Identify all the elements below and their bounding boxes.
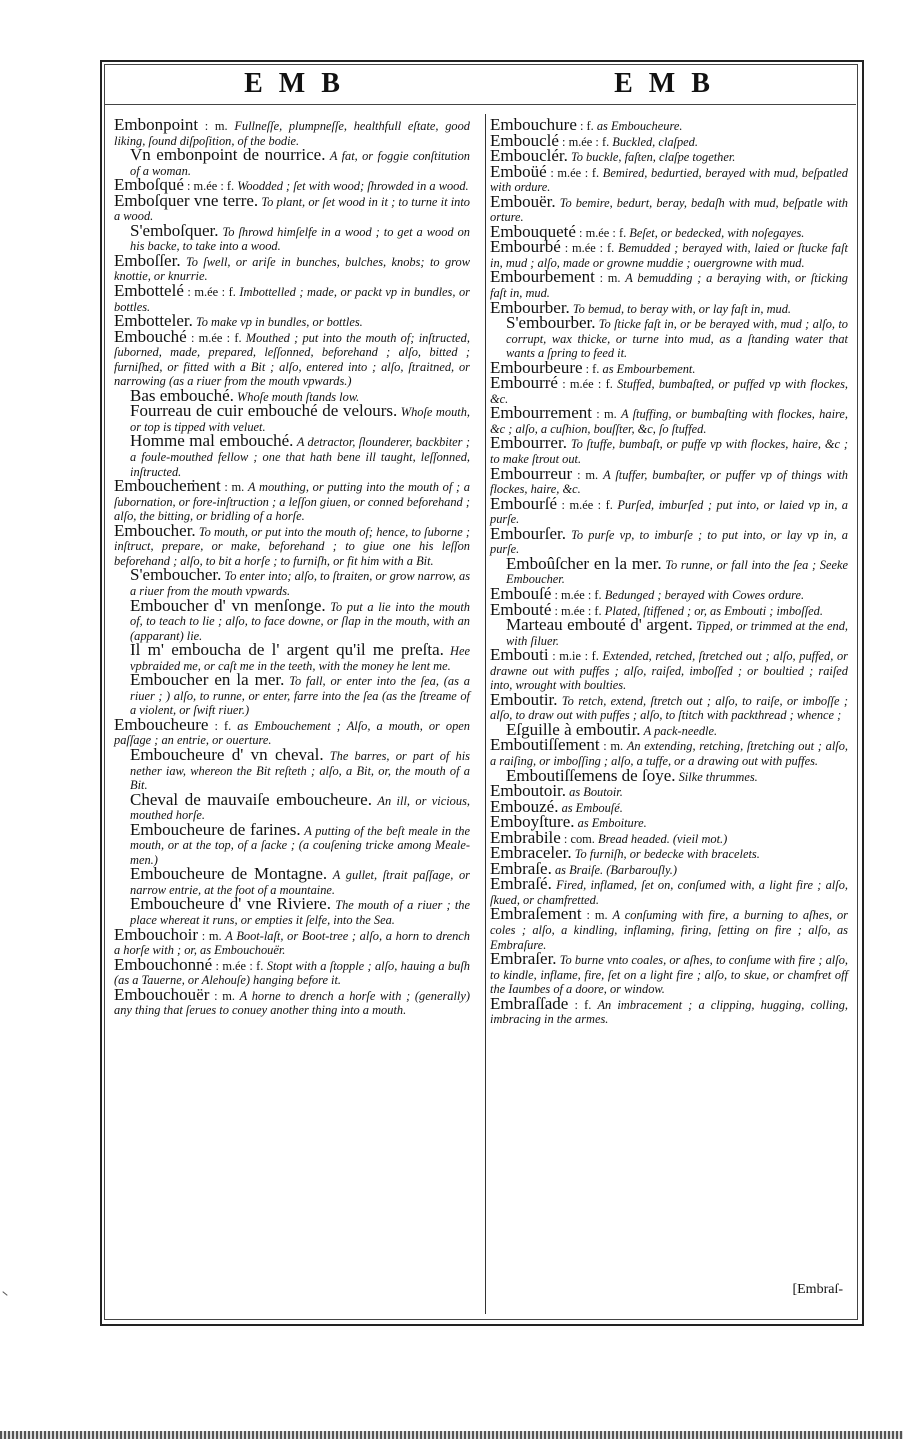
dictionary-entry: [490, 615, 848, 648]
catchword: [Embraſ-: [792, 1282, 843, 1297]
headword: Emboûſcher en la mer.: [506, 553, 662, 573]
headword: Fourreau de cuir embouché de velours.: [130, 401, 398, 421]
definition: as Embouſé.: [561, 800, 623, 815]
dictionary-entry: [114, 401, 471, 434]
definition: Purſed, imburſed ; put into, or laied vp in, a purſe.: [490, 497, 848, 527]
headword: Embouté: [490, 599, 552, 619]
grammar-note: : m.ée : f.: [562, 134, 610, 149]
headword: Embraſé.: [490, 874, 552, 894]
headword: S'embourber.: [506, 313, 596, 333]
definition: as Braiſe. (Barbarouſly.): [554, 862, 678, 877]
definition: as Boutoir.: [569, 785, 623, 800]
headword: Emboucheure: [114, 714, 209, 734]
dictionary-entry: [490, 433, 848, 467]
headword: Embottelé: [114, 281, 184, 301]
headword: Embourrer.: [490, 433, 567, 453]
dictionary-entry: [114, 190, 470, 224]
headword: Embouché: [114, 326, 187, 346]
headword: Marteau embouté d' argent.: [506, 615, 693, 635]
headword: Embourbé: [490, 237, 561, 257]
dictionary-entry: [490, 523, 848, 557]
definition: A fat, or foggie conſtitution of a woman.: [130, 149, 470, 178]
headword: Emboſſer.: [114, 250, 181, 270]
grammar-note: : m.: [586, 908, 608, 923]
column-divider: [485, 114, 486, 1314]
dictionary-entry: [114, 819, 470, 868]
headword: Embouzé.: [490, 796, 559, 816]
headword: Emboucher en la mer.: [130, 670, 285, 690]
dictionary-entry: [114, 640, 470, 673]
dictionary-entry: [490, 237, 848, 270]
dictionary-entry: [114, 789, 470, 823]
definition: Mouthed ; put into the mouth of; inſtructed, ſuborned, made, prepared, leſſonned, beforehand ; alſo, bitted ; furniſhed, or fitted with a Bit ; alſo, entered into ; alſo, ſtraitned, or narrowing (as a riuer from the mouth vpwards.): [114, 330, 470, 389]
definition: To ſtuffe, bumbaſt, or puffe vp with flockes, haire, &c ; to make ſtrout out.: [490, 437, 848, 467]
grammar-note: : com.: [563, 831, 595, 846]
dictionary-entry: [114, 326, 470, 389]
definition: To burne vnto coales, or aſhes, to conſume with fire ; alſo, to kindle, inflame, fire, ſet on a light fire ; alſo, to skue, or chamfret off the Iaumbes of a doore, or window.: [490, 953, 848, 997]
definition: A detractor, ſlounderer, backbiter ; a foule-mouthed fellow ; one that hath bene ill taught, leſſonned, inſtructed.: [130, 435, 470, 479]
definition: as Embouchement ; Alſo, a mouth, or open paſſage ; an entrie, or ouerture.: [114, 718, 471, 748]
headword: Embouchoir: [114, 924, 199, 944]
definition: A Boot-laſt, or Boot-tree ; alſo, a horn to drench a horſe with ; or, as Embouchouër.: [114, 928, 470, 958]
definition: To make vp in bundles, or bottles.: [195, 315, 363, 330]
definition: To enter into; alſo, to ſtraiten, or grow narrow, as a riuer from the mouth vpwards.: [130, 569, 471, 598]
dictionary-entry: [114, 894, 470, 927]
dictionary-entry: [114, 250, 470, 284]
definition: Whoſe mouth, or top is tipped with veluet.: [130, 405, 471, 434]
definition: Imbottelled ; made, or packt vp in bundles, or bottles.: [114, 285, 471, 314]
headword: Emboucheure d' vne Riviere.: [130, 894, 331, 914]
headword: Embourbement: [490, 267, 595, 287]
headword: Embrabile: [490, 827, 561, 847]
dictionary-entry: [114, 431, 470, 479]
definition: Bread headed. (vieil mot.): [598, 831, 728, 846]
definition: To runne, or fall into the ſea ; Seeke Emboucher.: [506, 557, 848, 587]
definition: An extending, retching, ſtretching out ; alſo, a raiſing, or imboſſing ; alſo, a tuffe, or a drawing out with puffes.: [490, 739, 848, 768]
definition: Plated, ſtiffened ; or, as Embouti ; imboſſed.: [604, 603, 823, 618]
headword: Bas embouché.: [130, 385, 234, 405]
grammar-note: : m.ie : f.: [552, 649, 599, 664]
headword: Embourbeure: [490, 357, 583, 377]
grammar-note: : m.: [596, 407, 617, 422]
definition: To ſticke faſt in, or be berayed with, mud ; alſo, to corrupt, wax thicke, or turne into mud, as a ſtanding water that wants a ſpring to feed it.: [506, 317, 848, 361]
dictionary-entry: [490, 645, 848, 693]
dictionary-entry: [114, 670, 470, 718]
grammar-note: : m.: [201, 928, 222, 943]
headword: Emboutir.: [490, 689, 558, 709]
headword: Emboucheṁent: [114, 476, 221, 496]
definition: The barres, or part of his nether iaw, whereon the Bit reſteth ; alſo, a Bit, or, the mouth of a Bit.: [130, 748, 471, 793]
definition: To purſe vp, to imburſe ; to put into, or lay vp in, a purſe.: [490, 527, 848, 557]
headword: Embouti: [490, 645, 549, 665]
dictionary-entry: [114, 281, 471, 314]
headword: Embouclé: [490, 130, 559, 150]
definition: A gullet, ſtrait paſſage, or narrow entrie, at the foot of a mountaine.: [130, 868, 470, 897]
headword: Embouqueté: [490, 221, 576, 241]
definition: To plant, or ſet wood in it ; to turne it into a wood.: [114, 194, 470, 224]
headword: Embouſé: [490, 583, 552, 603]
headword: Il m' emboucha de l' argent qu'il me preſta.: [130, 640, 444, 660]
dictionary-entry: [114, 595, 470, 644]
definition: Fired, inflamed, ſet on, conſumed with, a light fire ; alſo, ſkued, or chamfretted.: [490, 878, 848, 907]
headword: Emboyſture.: [490, 812, 575, 832]
headword: S'emboſquer.: [130, 220, 219, 240]
dictionary-entry: [490, 403, 848, 436]
dictionary-entry: [114, 864, 470, 897]
definition: To put a lie into the mouth of, to teach to lie ; alſo, to face downe, or ſlap in the mouth, with an (apparant) lie.: [130, 599, 470, 643]
headword: Embraceler.: [490, 843, 572, 863]
definition: Tipped, or trimmed at the end, with ſiluer.: [506, 619, 848, 648]
grammar-note: : m.: [214, 988, 235, 1003]
grammar-note: : m.ée : f.: [187, 285, 236, 300]
definition: To bemire, bedurt, beray, bedaſh with mud, beſpatle with orture.: [490, 195, 848, 225]
definition: A ſtuffing, or bumbaſting with flockes, haire, &c ; alſo, a cuſhion, bouſſter, &c, ſo ſtuffed.: [490, 407, 848, 436]
headword: Embraſe.: [490, 858, 552, 878]
definition: as Embourbement.: [602, 361, 696, 376]
dictionary-entry: [490, 949, 848, 997]
dictionary-entry: [114, 714, 471, 748]
grammar-note: : m.: [599, 271, 621, 286]
headword: Embourſer.: [490, 523, 567, 543]
right-column: [490, 115, 848, 1027]
headword: Emboutiſſement: [490, 735, 600, 755]
definition: To ſhrowd himſelfe in a wood ; to get a wood on his backe, to take into a wood.: [130, 224, 470, 254]
grammar-note: : m.ée : f.: [554, 587, 602, 602]
dictionary-entry: [114, 565, 471, 598]
grammar-note: : f.: [574, 997, 592, 1012]
grammar-note: : f.: [214, 718, 232, 733]
definition: To bemud, to beray with, or lay faſt in, mud.: [572, 301, 792, 316]
dictionary-entry: [114, 984, 470, 1018]
definition: Extended, retched, ſtretched out ; alſo, puffed, or drawne out with puffes ; alſo, raiſed, imboſſed ; or boultied ; raiſed into, wrought with boulties.: [490, 649, 848, 693]
headword: Embouchonné: [114, 954, 213, 974]
definition: An imbracement ; a clipping, hugging, colling, imbracing in the armes.: [490, 997, 848, 1027]
definition: To ſwell, or ariſe in bunches, bulches, knobs; to grow knottie, or knurrie.: [114, 254, 470, 284]
definition: A ſtuffer, bumbaſter, or puffer vp of things with flockes, haire, &c.: [490, 467, 848, 497]
headword: Eſguille à emboutir.: [506, 719, 641, 739]
headword: Cheval de mauvaiſe emboucheure.: [130, 789, 372, 809]
definition: A mouthing, or putting into the mouth of ; a ſubornation, or fore-inſtruction ; a leſſon giuen, or conned beforehand ; alſo, the bitting, or bridling of a horſe.: [114, 480, 470, 524]
definition: Stuffed, bumbaſted, or puffed vp with flockes, &c.: [490, 377, 848, 406]
grammar-note: : m.ée : f.: [579, 225, 627, 240]
definition: as Emboucheure.: [596, 119, 683, 133]
definition: An ill, or vicious, mouthed horſe.: [130, 793, 470, 823]
headword: Embouchure: [490, 115, 577, 134]
definition: To mouth, or put into the mouth of; hence, to ſuborne ; inſtruct, prepare, or make, beforehand ; to giue one his leſſon beforehand ; alſo, to bit a horſe ; to furniſh, or fit him with a Bit.: [114, 524, 470, 568]
headword: Emboutiſſemens de ſoye.: [506, 765, 676, 785]
headword: Vn embonpoint de nourrice.: [130, 145, 326, 165]
definition: Fullneſſe, plumpneſſe, healthfull eſtate, good liking, ſound diſpoſition, of the bodie.: [114, 119, 470, 148]
headword: Emboucher.: [114, 520, 196, 540]
grammar-note: : m.: [204, 119, 228, 133]
grammar-note: : m.: [224, 480, 245, 495]
grammar-note: : f.: [585, 361, 600, 376]
grammar-note: : m.ée : f.: [187, 179, 235, 194]
headword: Embourré: [490, 373, 558, 393]
scan-edge: [0, 1431, 903, 1439]
headword: Embotteler.: [114, 311, 193, 331]
dictionary-entry: [490, 313, 848, 361]
headword: Emboucher d' vn menſonge.: [130, 595, 326, 615]
dictionary-entry: [114, 744, 471, 793]
definition: Woodded ; ſet with wood; ſhrowded in a wood.: [237, 179, 469, 194]
definition: Bemudded ; berayed with, laied or ſtucke faſt in, mud ; alſo, made or growne muddie ; ouergrowne with mud.: [490, 241, 848, 270]
headword: Embourber.: [490, 297, 570, 317]
dictionary-entry: [490, 904, 848, 952]
definition: as Emboiture.: [577, 816, 647, 831]
definition: Hee vpbraided me, or caſt me in the teeth, with the money he lent me.: [130, 644, 470, 673]
left-column: [114, 115, 471, 1018]
dictionary-entry: [490, 373, 848, 406]
definition: Bemired, bedurtied, berayed with mud, beſpatled with ordure.: [490, 165, 848, 195]
headword: Emboucheure d' vn cheval.: [130, 744, 324, 764]
grammar-note: : m.: [603, 739, 624, 754]
definition: A horne to drench a horſe with ; (generally) any thing that ſerues to conuey another thing into a mouth.: [114, 988, 470, 1018]
grammar-note: : m.ée : f.: [190, 330, 242, 345]
grammar-note: : f.: [579, 119, 594, 133]
margin-mark: [2, 1291, 7, 1296]
dictionary-entry: [490, 689, 848, 723]
dictionary-entry: [490, 161, 848, 195]
headword: Embouchouër: [114, 984, 210, 1004]
definition: A conſuming with fire, a burning to aſhes, or coles ; alſo, a kindling, inflaming, firing, ſetting on fire ; alſo, as Embraſure.: [490, 908, 848, 952]
headword: Embourſé: [490, 493, 558, 513]
definition: Stopt with a ſtopple ; alſo, hauing a buſh (as a Tauerne, or Alehouſe) hanging before it.: [114, 958, 470, 988]
headword: Embraſſade: [490, 993, 569, 1013]
definition: Bedunged ; berayed with Cowes ordure.: [604, 587, 805, 602]
grammar-note: : m.: [577, 467, 599, 482]
running-head-left: EMB: [244, 68, 356, 99]
dictionary-entry: [490, 191, 848, 225]
definition: To retch, extend, ſtretch out ; alſo, to raiſe, or imboſſe ; alſo, to draw out with puffes ; alſo, to ſtitch with packthread ; whence ;: [490, 693, 848, 723]
headword: Embourrement: [490, 403, 592, 423]
definition: A pack-needle.: [643, 723, 718, 738]
running-head-right: EMB: [614, 68, 726, 99]
grammar-note: : m.ée : f.: [215, 958, 264, 973]
headword: Emboüé: [490, 161, 547, 181]
definition: To furniſh, or bedecke with bracelets.: [574, 847, 760, 862]
dictionary-entry: [114, 220, 470, 254]
definition: A putting of the beſt meale in the mouth, or at the top, of a ſacke ; (a couſening tricke among Meale-men.): [130, 823, 470, 867]
grammar-note: : m.ée : f.: [564, 241, 615, 256]
grammar-note: : m.ée : f.: [554, 603, 602, 618]
dictionary-entry: [490, 463, 848, 497]
dictionary-entry: [490, 993, 848, 1027]
headword: Embourreur: [490, 463, 573, 483]
headword: Emboucheure de farines.: [130, 819, 301, 839]
definition: Beſet, or bedecked, with noſegayes.: [629, 225, 805, 240]
dictionary-entry: [114, 145, 470, 178]
dictionary-entry: [114, 115, 470, 148]
headword: Embraſer.: [490, 949, 557, 969]
headword: Embouër.: [490, 191, 556, 211]
grammar-note: : m.ée : f.: [550, 165, 600, 180]
header-rule: [104, 104, 856, 105]
dictionary-entry: [114, 924, 470, 958]
dictionary-entry: [114, 954, 470, 988]
dictionary-entry: [490, 493, 848, 527]
dictionary-entry: [114, 520, 470, 569]
headword: Emboutoir.: [490, 781, 567, 801]
dictionary-entry: [114, 476, 470, 524]
definition: To fall, or enter into the ſea, (as a riuer ; ) alſo, to runne, or enter, farre into the ſea (as the ſtreame of a violent, or ſwift riuer.): [130, 674, 470, 718]
headword: Emboucheure de Montagne.: [130, 864, 328, 884]
grammar-note: : m.ée : f.: [561, 497, 613, 512]
definition: To buckle, faſten, claſpe together.: [571, 150, 736, 165]
grammar-note: : m.ée : f.: [562, 377, 613, 392]
definition: Buckled, claſped.: [612, 134, 698, 149]
headword: Emboſqué: [114, 175, 184, 195]
definition: Whoſe mouth ſtands low.: [236, 389, 360, 404]
dictionary-entry: [490, 874, 848, 907]
headword: S'emboucher.: [130, 565, 222, 585]
headword: Embouclér.: [490, 146, 568, 166]
headword: Emboſquer vne terre.: [114, 190, 259, 210]
definition: Silke thrummes.: [678, 769, 758, 784]
dictionary-entry: [490, 735, 848, 768]
headword: Embonpoint: [114, 115, 199, 134]
dictionary-entry: [490, 553, 848, 587]
definition: The mouth of a riuer ; the place whereat it runs, or empties it ſelfe, into the Sea.: [130, 898, 470, 927]
headword: Homme mal embouché.: [130, 431, 294, 451]
definition: A bemudding ; a beraying with, or ſticking faſt in, mud.: [490, 271, 848, 301]
dictionary-entry: [490, 267, 848, 301]
headword: Embraſement: [490, 904, 582, 924]
